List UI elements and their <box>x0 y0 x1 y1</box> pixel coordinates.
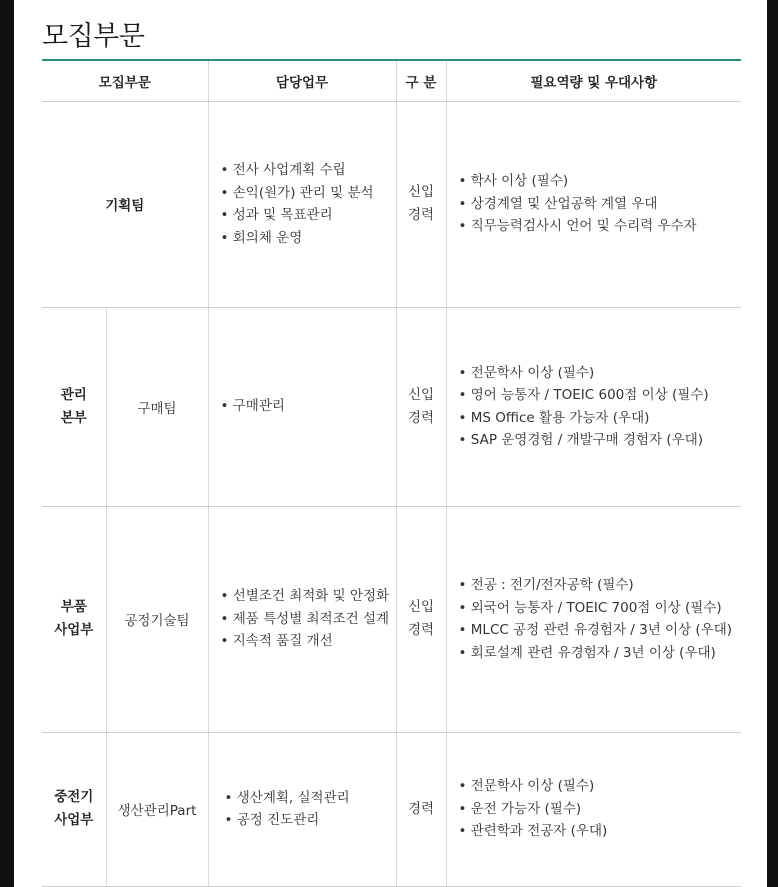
recruitment-table <box>42 59 741 887</box>
requirement-item: • MS Office 활용 가능자 (우대) <box>458 409 650 426</box>
table-header-row <box>42 60 741 101</box>
duty-item: • 지속적 품질 개선 <box>220 633 333 650</box>
header-duties: 담당업무 <box>208 60 396 101</box>
duty-item: • 공정 진도관리 <box>224 812 320 828</box>
type-cell <box>396 307 446 506</box>
duty-item: • 손익(원가) 관리 및 분석 <box>220 184 374 201</box>
type-cell <box>396 732 446 886</box>
header-dept: 모집부문 <box>42 60 208 101</box>
requirement-item: • 운전 가능자 (필수) <box>458 800 582 817</box>
type-label: 경력 <box>407 622 435 638</box>
duties-cell <box>208 307 396 506</box>
requirement-item: • SAP 운영경험 / 개발구매 경험자 (우대) <box>458 432 704 448</box>
duty-item: • 제품 특성별 최적조건 설계 <box>220 610 390 627</box>
requirement-item: • 학사 이상 (필수) <box>458 173 569 190</box>
requirement-item: • 전공 : 전기/전자공학 (필수) <box>458 577 634 593</box>
requirement-item: • MLCC 공정 관련 유경험자 / 3년 이상 (우대) <box>458 622 733 638</box>
team-cell: 공정기술팀 <box>106 506 208 732</box>
table-row <box>42 506 741 732</box>
requirements-cell <box>446 101 741 307</box>
requirements-cell <box>446 307 741 506</box>
type-cell <box>396 101 446 307</box>
requirement-item: • 회로설계 관련 유경험자 / 3년 이상 (우대) <box>458 644 716 661</box>
duties-cell <box>208 732 396 886</box>
type-cell <box>396 506 446 732</box>
duty-item: • 구매관리 <box>220 398 285 415</box>
duty-item: • 생산계획, 실적관리 <box>224 789 350 806</box>
page-title: 모집부문 <box>42 21 145 52</box>
dept-cell: 기획팀 <box>42 101 208 307</box>
header-requirements: 필요역량 및 우대사항 <box>446 60 741 101</box>
requirement-item: • 상경계열 및 산업공학 계열 우대 <box>458 195 658 212</box>
duty-item: • 회의체 운영 <box>220 229 303 246</box>
page <box>14 0 767 887</box>
requirement-item: • 전문학사 이상 (필수) <box>458 364 595 381</box>
duty-item: • 전사 사업계획 수립 <box>220 162 346 178</box>
division-label: 관리 <box>60 386 87 403</box>
duty-item: • 선별조건 최적화 및 안정화 <box>220 588 390 605</box>
requirement-item: • 관련학과 전공자 (우대) <box>458 823 608 840</box>
team-cell: 생산관리Part <box>106 732 208 886</box>
type-label: 경력 <box>407 207 435 223</box>
team-cell: 구매팀 <box>106 307 208 506</box>
division-label: 사업부 <box>54 812 94 828</box>
division-label: 중전기 <box>54 789 94 805</box>
type-label: 신입 <box>407 184 435 200</box>
table-row <box>42 732 741 886</box>
table-row <box>42 307 741 506</box>
type-label: 신입 <box>407 599 435 615</box>
duties-cell <box>208 506 396 732</box>
division-label: 사업부 <box>54 622 94 638</box>
duty-item: • 성과 및 목표관리 <box>220 207 333 223</box>
division-cell <box>42 732 106 886</box>
requirements-cell <box>446 732 741 886</box>
requirement-item: • 외국어 능통자 / TOEIC 700점 이상 (필수) <box>458 599 722 616</box>
division-label: 본부 <box>60 409 87 426</box>
requirement-item: • 직무능력검사시 언어 및 수리력 우수자 <box>458 218 697 235</box>
table-row <box>42 101 741 307</box>
duties-cell <box>208 101 396 307</box>
division-cell <box>42 506 106 732</box>
requirement-item: • 전문학사 이상 (필수) <box>458 778 595 795</box>
requirements-cell <box>446 506 741 732</box>
division-cell <box>42 307 106 506</box>
type-label: 경력 <box>407 800 435 817</box>
type-label: 경력 <box>407 409 435 426</box>
requirement-item: • 영어 능통자 / TOEIC 600점 이상 (필수) <box>458 387 709 403</box>
header-type: 구 분 <box>396 60 446 101</box>
type-label: 신입 <box>407 386 435 403</box>
division-label: 부품 <box>60 599 87 615</box>
